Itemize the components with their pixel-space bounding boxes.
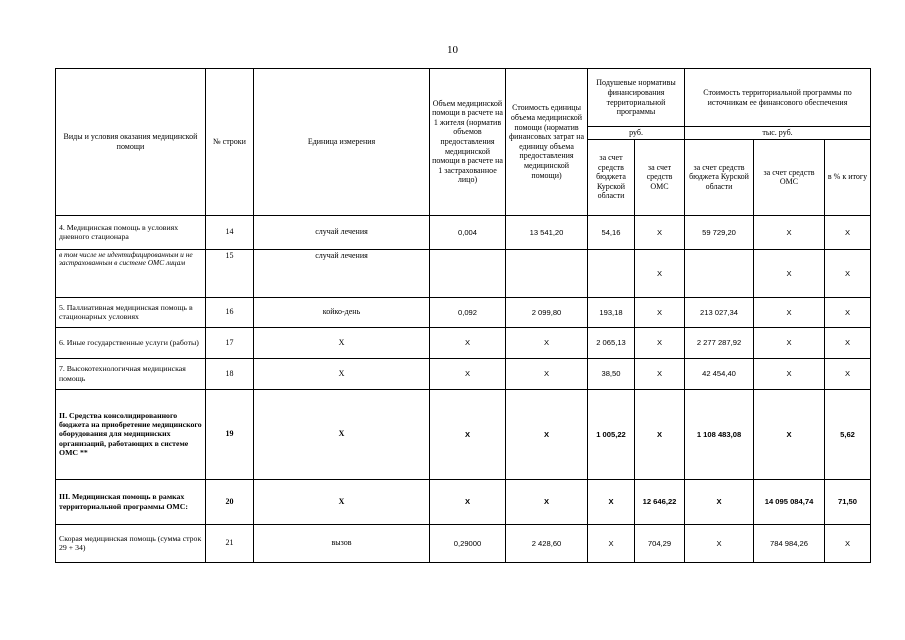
header-kinds: Виды и условия оказания медицинской помощи <box>56 69 206 216</box>
table-row <box>56 524 871 562</box>
row-cost: X <box>506 389 588 479</box>
row-t-oms: X <box>754 389 825 479</box>
row-pc-oms: 12 646,22 <box>635 479 685 524</box>
row-pc-budget: 54,16 <box>588 215 635 249</box>
header-territorial-unit: тыс. руб. <box>685 127 871 140</box>
header-territorial: Стоимость территориальной программы по источникам ее финансового обеспечения <box>685 69 871 127</box>
header-pc-budget: за счет средств бюджета Курской области <box>588 139 635 215</box>
header-pc-oms: за счет средств ОМС <box>635 139 685 215</box>
row-t-percent: 5,62 <box>825 389 871 479</box>
row-cost: X <box>506 327 588 358</box>
row-unit: вызов <box>254 524 430 562</box>
row-pc-oms: X <box>635 327 685 358</box>
table-row <box>56 389 871 479</box>
row-pc-budget: X <box>588 479 635 524</box>
row-t-oms: 784 984,26 <box>754 524 825 562</box>
row-t-budget: 42 454,40 <box>685 358 754 389</box>
row-pc-oms: X <box>635 389 685 479</box>
table-row <box>56 358 871 389</box>
row-unit: X <box>254 389 430 479</box>
row-t-budget: 1 108 483,08 <box>685 389 754 479</box>
row-name: 7. Высокотехнологичная медицинская помощь <box>56 358 206 389</box>
row-volume: X <box>430 479 506 524</box>
row-pc-oms: X <box>635 297 685 327</box>
row-name: в том числе не идентифицированным и не застрахованным в системе ОМС лицам <box>56 249 206 297</box>
row-t-percent: X <box>825 358 871 389</box>
row-t-budget <box>685 249 754 297</box>
row-name: 5. Паллиативная медицинская помощь в стационарных условиях <box>56 297 206 327</box>
row-t-oms: X <box>754 327 825 358</box>
row-volume <box>430 249 506 297</box>
header-per-capita: Подушевые нормативы финансирования территориальной программы <box>588 69 685 127</box>
row-unit: случай лечения <box>254 249 430 297</box>
header-volume: Объем медицинской помощи в расчете на 1 жителя (норматив объемов предоставления медицинской помощи в расчете на 1 застрахованное лицо) <box>430 69 506 216</box>
row-t-oms: 14 095 084,74 <box>754 479 825 524</box>
row-name: Скорая медицинская помощь (сумма строк 29 + 34) <box>56 524 206 562</box>
row-line: 15 <box>206 249 254 297</box>
row-unit: X <box>254 479 430 524</box>
table-row <box>56 327 871 358</box>
row-t-percent: X <box>825 249 871 297</box>
row-t-oms: X <box>754 215 825 249</box>
row-t-budget: 59 729,20 <box>685 215 754 249</box>
row-volume: 0,29000 <box>430 524 506 562</box>
row-pc-oms: 704,29 <box>635 524 685 562</box>
row-t-oms: X <box>754 297 825 327</box>
row-unit: X <box>254 327 430 358</box>
row-name: III. Медицинская помощь в рамках территориальной программы ОМС: <box>56 479 206 524</box>
row-t-budget: X <box>685 479 754 524</box>
row-volume: 0,092 <box>430 297 506 327</box>
page-number: 10 <box>447 44 458 56</box>
row-t-percent: X <box>825 215 871 249</box>
row-t-percent: X <box>825 297 871 327</box>
row-line: 17 <box>206 327 254 358</box>
row-name: 6. Иные государственные услуги (работы) <box>56 327 206 358</box>
row-cost: X <box>506 479 588 524</box>
header-per-capita-unit: руб. <box>588 127 685 140</box>
row-line: 20 <box>206 479 254 524</box>
row-line: 19 <box>206 389 254 479</box>
row-pc-budget: 193,18 <box>588 297 635 327</box>
row-unit: койко-день <box>254 297 430 327</box>
row-t-percent: 71,50 <box>825 479 871 524</box>
row-t-oms: X <box>754 249 825 297</box>
header-line: № строки <box>206 69 254 216</box>
row-t-oms: X <box>754 358 825 389</box>
header-unit: Единица измерения <box>254 69 430 216</box>
row-cost: X <box>506 358 588 389</box>
row-t-budget: 213 027,34 <box>685 297 754 327</box>
header-t-percent: в % к итогу <box>825 139 871 215</box>
row-pc-budget <box>588 249 635 297</box>
row-cost: 13 541,20 <box>506 215 588 249</box>
row-volume: X <box>430 327 506 358</box>
row-line: 18 <box>206 358 254 389</box>
row-t-percent: X <box>825 327 871 358</box>
row-volume: X <box>430 389 506 479</box>
row-pc-budget: 38,50 <box>588 358 635 389</box>
row-pc-budget: 2 065,13 <box>588 327 635 358</box>
row-volume: 0,004 <box>430 215 506 249</box>
table-row <box>56 297 871 327</box>
table-row <box>56 479 871 524</box>
row-volume: X <box>430 358 506 389</box>
header-t-oms: за счет средств ОМС <box>754 139 825 215</box>
row-pc-budget: X <box>588 524 635 562</box>
row-cost: 2 428,60 <box>506 524 588 562</box>
financing-table <box>55 68 871 563</box>
row-cost <box>506 249 588 297</box>
row-t-budget: X <box>685 524 754 562</box>
row-unit: X <box>254 358 430 389</box>
row-pc-oms: X <box>635 249 685 297</box>
header-t-budget: за счет средств бюджета Курской области <box>685 139 754 215</box>
header-cost: Стоимость единицы объема медицинской помощи (норматив финансовых затрат на единицу объема предоставления медицинской помощи) <box>506 69 588 216</box>
row-line: 14 <box>206 215 254 249</box>
row-line: 16 <box>206 297 254 327</box>
table-row <box>56 215 871 249</box>
row-name: 4. Медицинская помощь в условиях дневного стационара <box>56 215 206 249</box>
row-t-percent: X <box>825 524 871 562</box>
row-cost: 2 099,80 <box>506 297 588 327</box>
row-t-budget: 2 277 287,92 <box>685 327 754 358</box>
row-pc-budget: 1 005,22 <box>588 389 635 479</box>
row-pc-oms: X <box>635 215 685 249</box>
row-line: 21 <box>206 524 254 562</box>
row-unit: случай лечения <box>254 215 430 249</box>
row-pc-oms: X <box>635 358 685 389</box>
table-row <box>56 249 871 297</box>
row-name: II. Средства консолидированного бюджета на приобретение медицинского оборудования для медицинских организаций, работающих в системе ОМС ** <box>56 389 206 479</box>
